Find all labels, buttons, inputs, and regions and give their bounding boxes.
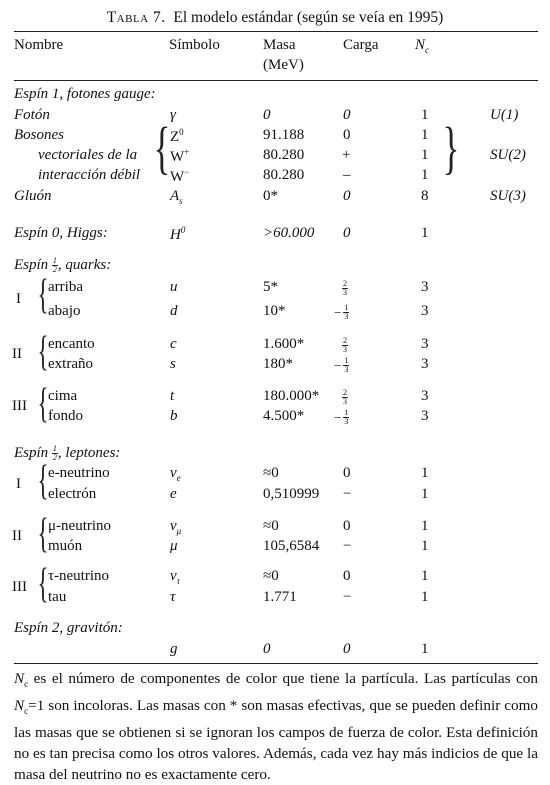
lepton-symbol-letter: μ	[170, 538, 178, 554]
quark-symbol: u	[170, 279, 178, 295]
quark-symbol: b	[170, 408, 178, 424]
quark-charge-frac	[343, 357, 349, 374]
lepton-gen-brace-2: {	[37, 511, 49, 557]
lepton-name: tau	[48, 589, 67, 605]
quark-name: encanto	[48, 336, 95, 352]
higgs-mass: >60.000	[263, 225, 315, 241]
quark-charge-frac	[342, 337, 348, 354]
photon-nc: 1	[421, 107, 429, 123]
quark-name: extraño	[48, 356, 93, 372]
z-symbol-sup: 0	[179, 127, 184, 137]
lepton-mass: 1.771	[263, 589, 297, 605]
lepton-symbol	[170, 538, 178, 555]
wplus-symbol-sup: +	[184, 147, 190, 157]
quark-charge-num: 2	[343, 336, 347, 346]
z-symbol	[170, 127, 184, 146]
weak-group: SU(2)	[490, 147, 526, 163]
section-leptons-pre: Espín	[14, 445, 52, 461]
lepton-name: muón	[48, 538, 83, 554]
quark-nc: 3	[421, 303, 429, 319]
lepton-symbol-sub: e	[176, 473, 181, 483]
lepton-nc: 1	[421, 538, 429, 554]
quark-charge	[334, 357, 349, 374]
section-spin0: Espín 0, Higgs:	[14, 225, 108, 241]
section-quarks-pre: Espín	[14, 257, 52, 273]
wplus-nc: 1	[421, 147, 429, 163]
table-caption: El modelo estándar (según se veía en 1995)	[173, 9, 444, 26]
higgs-charge: 0	[343, 225, 351, 241]
quark-charge-num: 2	[343, 279, 347, 289]
higgs-symbol	[170, 225, 185, 244]
lepton-symbol	[170, 465, 181, 483]
lepton-symbol-letter: e	[170, 486, 177, 502]
header-nc-sub: c	[425, 45, 430, 55]
bosons-name-3: interacción débil	[38, 167, 141, 183]
half-num-leptons: 1	[52, 444, 57, 454]
wminus-symbol-sup: −	[184, 167, 190, 177]
gluon-name: Gluón	[14, 188, 52, 204]
higgs-nc: 1	[421, 225, 429, 241]
quark-mass: 4.500*	[263, 408, 305, 424]
lepton-symbol	[170, 568, 180, 586]
lepton-mass: 0,510999	[263, 486, 320, 502]
lepton-symbol-letter: ν	[170, 518, 177, 534]
bottom-rule	[14, 663, 538, 664]
gluon-charge: 0	[343, 188, 351, 204]
photon-name: Fotón	[14, 107, 50, 123]
gluon-symbol-sub: s	[179, 196, 183, 206]
gluon-nc: 8	[421, 188, 429, 204]
quark-charge-frac	[343, 409, 349, 426]
lepton-name: μ-neutrino	[48, 518, 112, 534]
graviton-charge: 0	[343, 641, 351, 657]
wplus-charge: +	[342, 147, 351, 163]
quark-gen-brace-1: {	[37, 272, 49, 318]
wplus-mass: 80.280	[263, 147, 305, 163]
wplus-symbol-letter: W	[170, 149, 185, 165]
graviton-mass: 0	[263, 641, 271, 657]
graviton-symbol: g	[170, 641, 178, 657]
lepton-charge: 0	[343, 568, 351, 584]
section-quarks-post: , quarks:	[57, 257, 112, 273]
quark-gen-brace-3: {	[37, 381, 49, 427]
photon-group: U(1)	[490, 107, 519, 123]
lepton-mass: ≈0	[263, 465, 279, 481]
section-spin2: Espín 2, gravitón:	[14, 620, 123, 636]
footnote-c2: c	[24, 706, 29, 717]
higgs-symbol-sup: 0	[180, 225, 186, 235]
lepton-symbol-letter: τ	[170, 589, 176, 605]
quark-mass: 5*	[263, 279, 278, 295]
table-number: Tabla 7.	[106, 9, 166, 26]
wminus-mass: 80.280	[263, 167, 305, 183]
lepton-generation-3: III	[12, 578, 27, 595]
wminus-nc: 1	[421, 167, 429, 183]
quark-nc: 3	[421, 279, 429, 295]
quark-charge	[334, 304, 349, 321]
quark-charge-num: 1	[344, 303, 349, 313]
footnote-n1: N	[14, 670, 25, 687]
lepton-gen-brace-3: {	[37, 561, 49, 607]
lepton-generation-1: I	[16, 475, 21, 492]
lepton-mass: ≈0	[263, 568, 279, 584]
quark-charge-minus: −	[334, 409, 342, 425]
header-nombre: Nombre	[14, 37, 64, 53]
lepton-generation-2: II	[12, 528, 22, 544]
quark-charge-den: 3	[344, 365, 349, 375]
quark-mass: 10*	[263, 303, 286, 319]
header-nc	[415, 37, 429, 55]
quark-charge	[342, 389, 348, 406]
quark-charge-num: 1	[344, 408, 349, 418]
lepton-symbol	[170, 589, 175, 606]
header-rule	[14, 80, 538, 81]
quark-mass: 180.000*	[263, 388, 320, 404]
quark-charge-den: 3	[343, 288, 347, 298]
quark-charge-den: 3	[343, 397, 347, 407]
lepton-nc: 1	[421, 568, 429, 584]
quark-generation-1: I	[16, 291, 21, 307]
half-den-leptons: 2	[52, 453, 57, 463]
half-num: 1	[52, 256, 57, 266]
quark-mass: 1.600*	[263, 336, 305, 352]
quark-charge-num: 1	[344, 356, 349, 366]
quark-name: arriba	[48, 279, 83, 295]
quark-charge	[342, 280, 348, 297]
quark-charge	[342, 337, 348, 354]
lepton-name: τ-neutrino	[48, 568, 110, 584]
quark-name: cima	[48, 388, 78, 404]
lepton-mass: 105,6584	[263, 538, 320, 554]
footnote-part2: =1 son incoloras. Las masas con * son masas efectivas, que se pueden definir como las masas que se obtienen si se ignoran los campos de fuerza de color. Esta definición no es tan precisa como los otros valores. Además, cada vez hay más indicios de que la masa del neutrino no es exactamente cero.	[14, 697, 538, 784]
quark-mass: 180*	[263, 356, 293, 372]
lepton-charge: −	[343, 589, 352, 605]
lepton-symbol-sub: τ	[176, 576, 180, 586]
quark-charge-frac	[342, 280, 348, 297]
lepton-name: e-neutrino	[48, 465, 110, 481]
quark-symbol: c	[170, 336, 177, 352]
section-leptons	[14, 445, 120, 462]
lepton-charge: 0	[343, 518, 351, 534]
section-quarks	[14, 257, 111, 274]
header-nc-letter: N	[415, 37, 426, 53]
higgs-symbol-letter: H	[170, 227, 181, 243]
lepton-nc: 1	[421, 486, 429, 502]
quark-nc: 3	[421, 388, 429, 404]
wminus-symbol	[170, 167, 189, 186]
lepton-charge: −	[343, 486, 352, 502]
quark-symbol: t	[170, 388, 175, 404]
quark-charge-den: 3	[344, 417, 349, 427]
quark-charge-num: 2	[343, 388, 347, 398]
lepton-nc: 1	[421, 589, 429, 605]
wminus-symbol-letter: W	[170, 169, 185, 185]
quark-nc: 3	[421, 356, 429, 372]
gluon-symbol-letter: A	[170, 188, 180, 204]
quark-name: abajo	[48, 303, 81, 319]
header-simbolo: Símbolo	[169, 37, 220, 53]
z-nc: 1	[421, 127, 429, 143]
gluon-mass: 0*	[263, 188, 278, 204]
gluon-group: SU(3)	[490, 188, 526, 204]
footnote	[14, 668, 538, 785]
half-den: 2	[52, 265, 57, 275]
lepton-name: electrón	[48, 486, 97, 502]
wminus-charge: –	[343, 167, 351, 183]
footnote-part1: es el número de componentes de color que tiene la partícula. Las partículas con	[28, 670, 538, 687]
lepton-symbol-letter: ν	[170, 465, 177, 481]
lepton-mass: ≈0	[263, 518, 279, 534]
quark-charge-minus: −	[334, 357, 342, 373]
quark-charge-den: 3	[343, 345, 347, 355]
z-mass: 91.188	[263, 127, 305, 143]
photon-charge: 0	[343, 107, 351, 123]
lepton-symbol	[170, 486, 177, 503]
lepton-nc: 1	[421, 518, 429, 534]
quark-generation-2: II	[12, 346, 22, 362]
wplus-symbol	[170, 147, 189, 166]
lepton-gen-brace-1: {	[37, 458, 49, 504]
quark-nc: 3	[421, 408, 429, 424]
bosons-name-2: vectoriales de la	[38, 147, 138, 163]
table-title	[0, 9, 550, 27]
quark-symbol: d	[170, 303, 178, 319]
quark-charge-frac	[342, 389, 348, 406]
quark-charge-den: 3	[344, 312, 349, 322]
z-charge: 0	[343, 127, 351, 143]
quark-generation-3: III	[12, 398, 27, 414]
lepton-charge: −	[343, 538, 352, 554]
header-carga: Carga	[343, 37, 379, 53]
lepton-symbol	[170, 518, 181, 536]
lepton-charge: 0	[343, 465, 351, 481]
footnote-c1: c	[24, 679, 29, 690]
lepton-symbol-sub: μ	[176, 526, 182, 536]
z-symbol-letter: Z	[170, 129, 180, 145]
quark-charge	[334, 409, 349, 426]
top-rule	[14, 31, 538, 32]
photon-symbol: γ	[170, 107, 176, 123]
quark-nc: 3	[421, 336, 429, 352]
gluon-symbol	[170, 188, 183, 206]
bosons-name-1: Bosones	[14, 127, 64, 143]
quark-charge-frac	[343, 304, 349, 321]
quark-name: fondo	[48, 408, 83, 424]
quark-charge-minus: −	[334, 304, 342, 320]
footnote-n2: N	[14, 697, 25, 715]
boson-right-brace: }	[442, 115, 460, 180]
lepton-symbol-letter: ν	[170, 568, 177, 584]
lepton-nc: 1	[421, 465, 429, 481]
header-masa: Masa	[263, 37, 296, 53]
section-spin1: Espín 1, fotones gauge:	[14, 86, 156, 102]
section-leptons-post: , leptones:	[57, 445, 121, 461]
graviton-nc: 1	[421, 641, 429, 657]
photon-mass: 0	[263, 107, 271, 123]
quark-gen-brace-2: {	[37, 329, 49, 375]
boson-left-brace: {	[153, 115, 171, 180]
header-masa-unit: (MeV)	[263, 57, 304, 73]
quark-symbol: s	[170, 356, 176, 372]
